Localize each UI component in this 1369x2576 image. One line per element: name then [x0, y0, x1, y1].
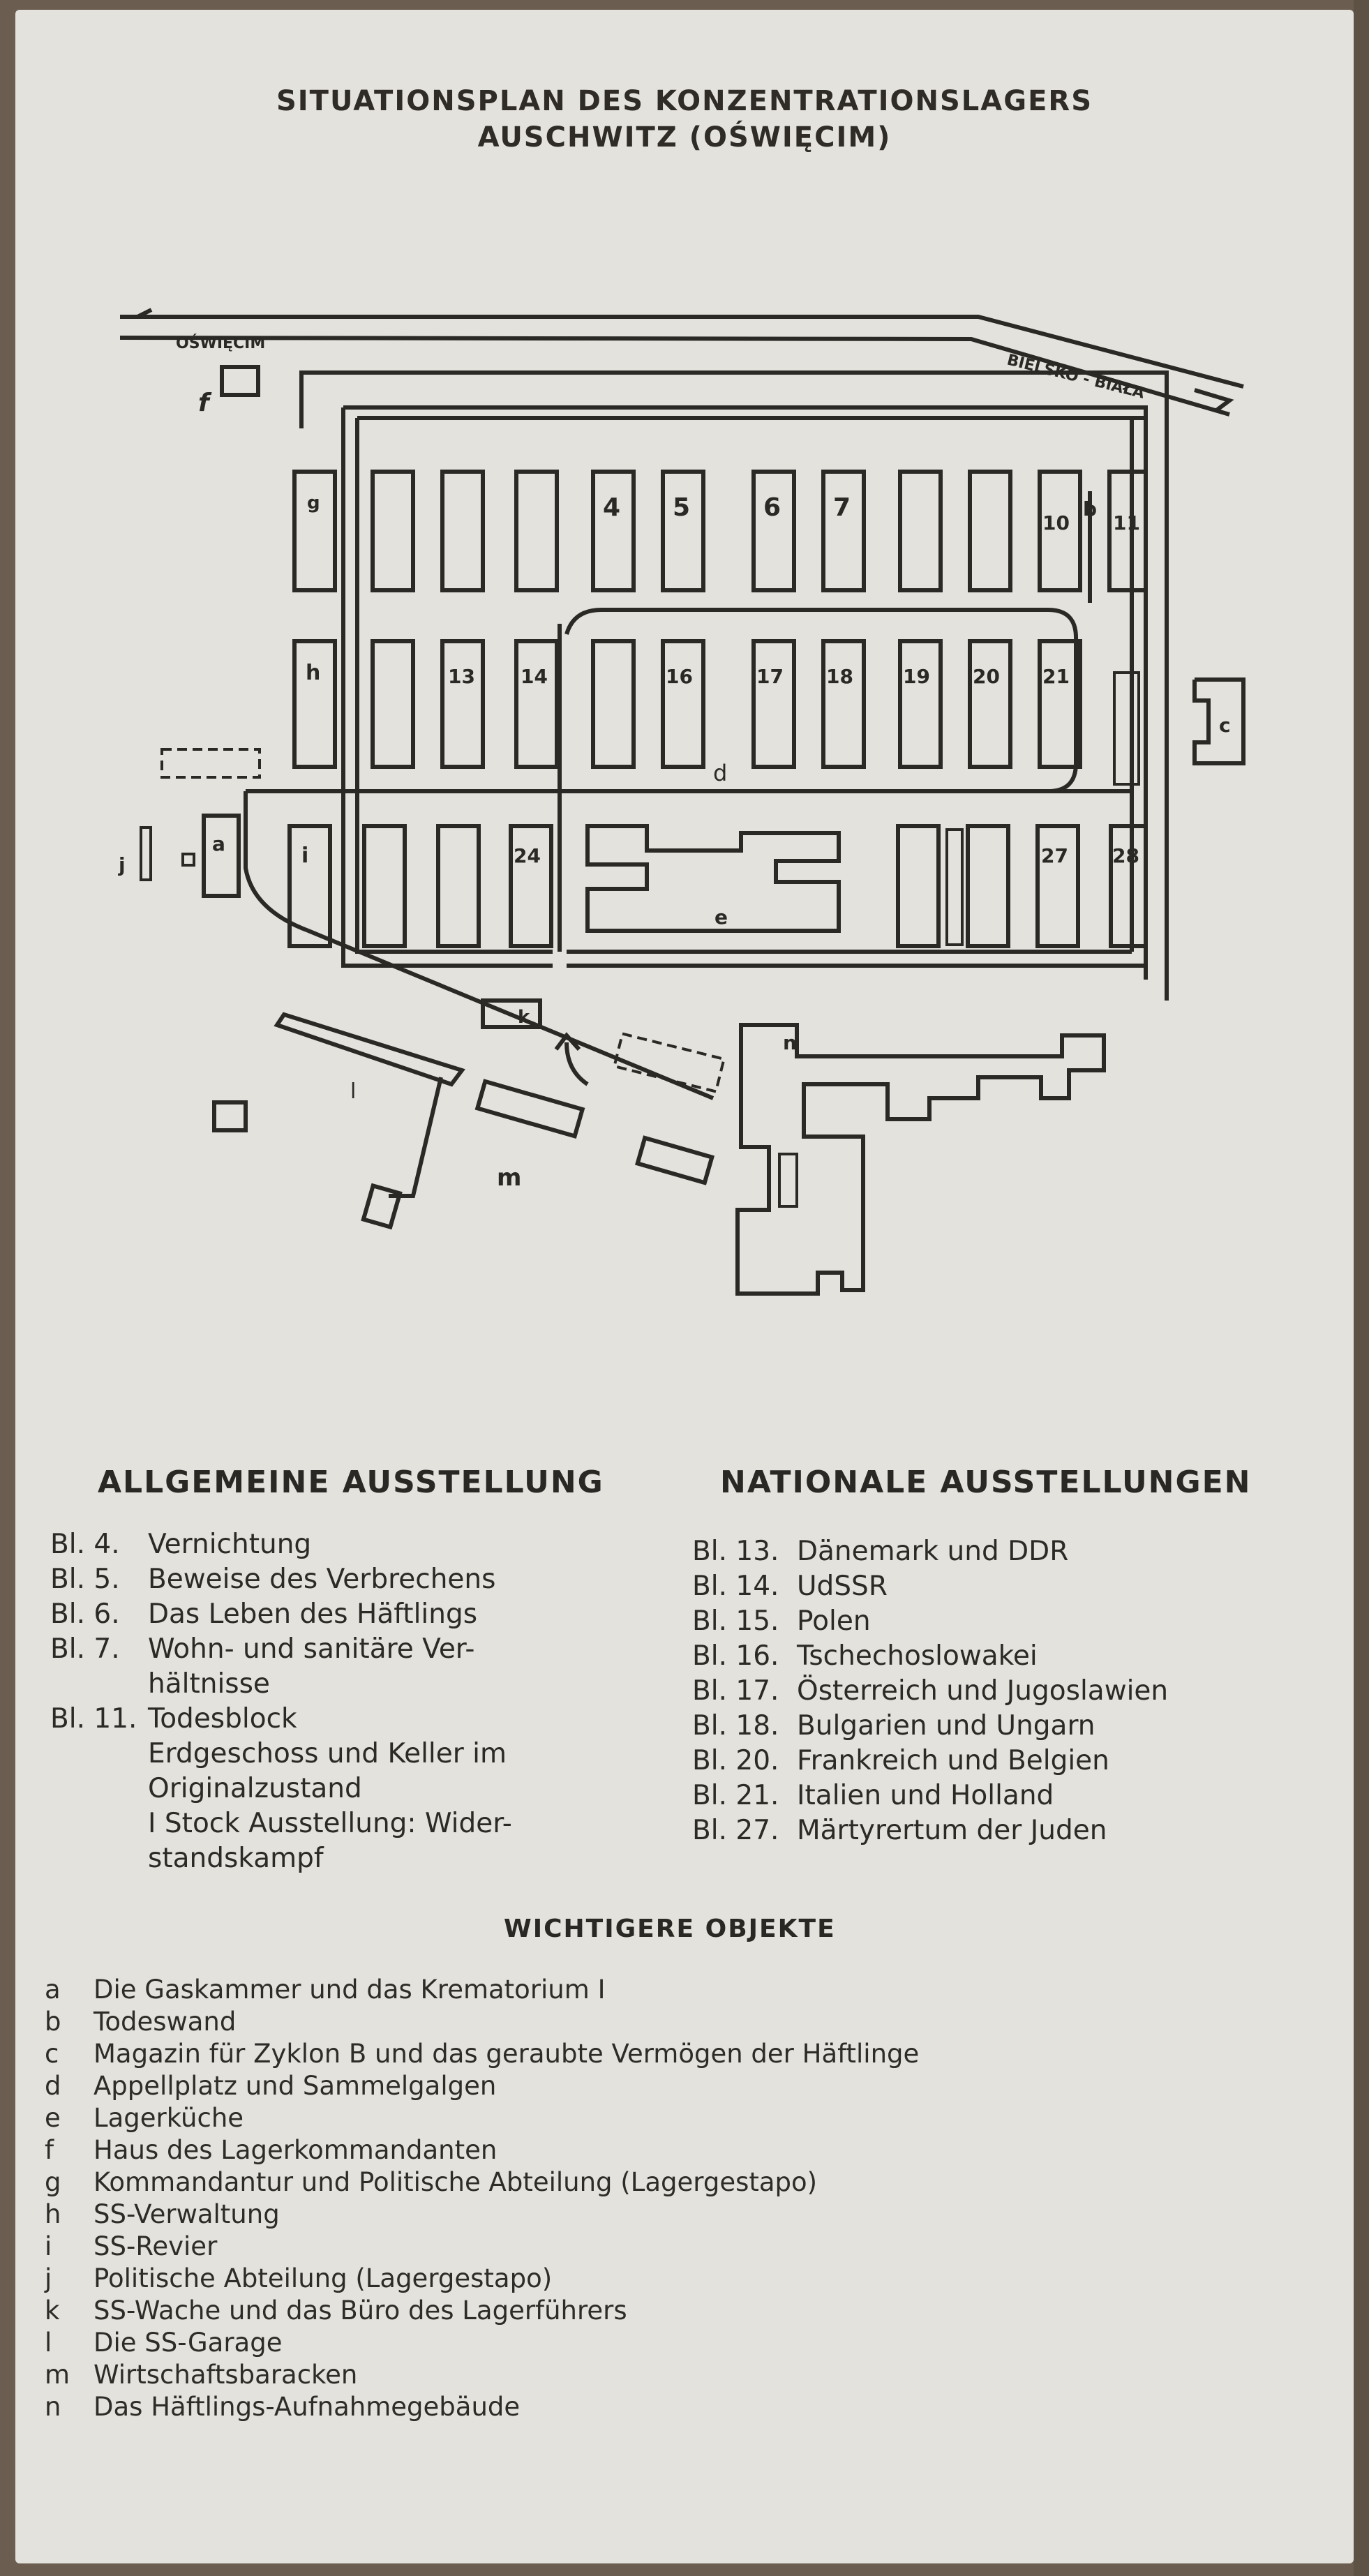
block-h [294, 641, 335, 767]
block-19 [900, 641, 941, 767]
m-small-box [364, 1185, 400, 1227]
camp-map [15, 10, 1354, 1391]
label-19: 19 [903, 665, 930, 688]
road-east-label: BIELSKO - BIAŁA [1005, 351, 1146, 403]
list-item: c Magazin für Zyklon B und das geraubte Vermögen der Häftlinge [45, 2039, 920, 2069]
block-top-9 [900, 472, 941, 590]
n-inner [779, 1154, 797, 1206]
list-item: Bl. 14. UdSSR [692, 1571, 888, 1602]
block-i [290, 826, 330, 946]
block-top-2 [373, 472, 413, 590]
label-24: 24 [514, 844, 541, 867]
list-item: Bl. 16. Tschechoslowakei [692, 1640, 1038, 1672]
block-6 [754, 472, 794, 590]
list-item: l Die SS-Garage [45, 2328, 283, 2358]
label-5: 5 [673, 493, 691, 522]
intake-building-n [738, 1025, 1104, 1294]
list-item-cont: standskampf [148, 1843, 324, 1874]
list-item: f Haus des Lagerkommandanten [45, 2135, 498, 2165]
label-b: b [1083, 497, 1098, 521]
label-20: 20 [973, 665, 1000, 688]
block-18 [823, 641, 864, 767]
label-14: 14 [521, 665, 548, 688]
block-bot-3 [438, 826, 479, 946]
national-heading: NATIONALE AUSSTELLUNGEN [720, 1465, 1252, 1500]
list-item: n Das Häftlings-Aufnahmegebäude [45, 2392, 521, 2422]
label-a: a [212, 832, 225, 855]
block-4 [593, 472, 634, 590]
label-i: i [301, 844, 309, 868]
block-bot-6 [898, 826, 938, 946]
list-item-cont: I Stock Ausstellung: Wider- [148, 1808, 512, 1839]
list-item: Bl. 15. Polen [692, 1605, 871, 1637]
kitchen-e [588, 826, 839, 931]
list-item: e Lagerküche [45, 2103, 244, 2133]
small-box [183, 854, 194, 865]
list-item: m Wirtschaftsbaracken [45, 2360, 358, 2390]
background-edge [1354, 0, 1369, 2576]
list-item: i SS-Revier [45, 2231, 218, 2261]
block-bot-8 [968, 826, 1008, 946]
block-j [141, 828, 151, 880]
label-m: m [497, 1164, 522, 1192]
list-item: Bl. 21. Italien und Holland [692, 1780, 1054, 1811]
label-27: 27 [1041, 844, 1068, 867]
m-building-1 [477, 1081, 582, 1136]
list-item: g Kommandantur und Politische Abteilung (Lagergestapo) [45, 2167, 818, 2197]
dashed-building-west [162, 749, 260, 777]
list-item: j Politische Abteilung (Lagergestapo) [45, 2263, 553, 2293]
label-4: 4 [603, 493, 621, 522]
block-top-10 [970, 472, 1010, 590]
block-20 [970, 641, 1010, 767]
label-6: 6 [763, 493, 781, 522]
list-item-cont: Erdgeschoss und Keller im [148, 1738, 507, 1769]
list-item: Bl. 13. Dänemark und DDR [692, 1536, 1069, 1567]
block-top-3 [442, 472, 483, 590]
list-item-cont: Originalzustand [148, 1773, 362, 1804]
list-item: Bl. 7. Wohn- und sanitäre Ver- [50, 1633, 475, 1665]
block-bot-7 [947, 830, 962, 945]
label-28: 28 [1112, 844, 1139, 867]
block-17 [754, 641, 794, 767]
m-building-2 [638, 1138, 712, 1183]
list-item: Bl. 17. Österreich und Jugoslawien [692, 1675, 1169, 1707]
list-item: Bl. 20. Frankreich und Belgien [692, 1745, 1109, 1776]
camp-fence-north [343, 407, 1146, 980]
house-f [222, 367, 258, 395]
list-item: b Todeswand [45, 2007, 237, 2037]
objects-heading: WICHTIGERE OBJEKTE [504, 1915, 836, 1943]
list-item: Bl. 18. Bulgarien und Ungarn [692, 1710, 1095, 1742]
garage-l [277, 1014, 462, 1084]
list-item: Bl. 11. Todesblock [50, 1703, 297, 1735]
garage-l-wing [389, 1077, 441, 1196]
label-n: n [783, 1031, 797, 1054]
block-a [204, 816, 239, 896]
label-16: 16 [666, 665, 693, 688]
list-item: k SS-Wache und das Büro des Lagerführers [45, 2296, 627, 2326]
label-11: 11 [1113, 511, 1140, 534]
label-f: f [198, 389, 209, 417]
block-mid-5 [593, 641, 634, 767]
block-bot-2 [364, 826, 405, 946]
label-l: l [350, 1079, 357, 1104]
block-5 [663, 472, 703, 590]
list-item: a Die Gaskammer und das Krematorium I [45, 1975, 606, 2005]
leaflet-sheet [15, 10, 1354, 2563]
title-line-1: SITUATIONSPLAN DES KONZENTRATIONSLAGERS [276, 85, 1093, 117]
label-13: 13 [448, 665, 475, 688]
label-j: j [119, 853, 126, 876]
list-item: Bl. 5. Beweise des Verbrechens [50, 1564, 496, 1595]
list-item: h SS-Verwaltung [45, 2199, 280, 2229]
label-21: 21 [1042, 665, 1070, 688]
general-heading: ALLGEMEINE AUSSTELLUNG [98, 1465, 604, 1500]
block-mid-2 [373, 641, 413, 767]
road-west-label: OŚWIĘCIM [176, 335, 266, 352]
list-item-cont: hältnisse [148, 1668, 270, 1700]
list-item: d Appellplatz und Sammelgalgen [45, 2071, 497, 2101]
label-17: 17 [756, 665, 784, 688]
small-building [214, 1102, 246, 1130]
label-c: c [1219, 714, 1231, 737]
label-18: 18 [826, 665, 853, 688]
label-k: k [518, 1007, 530, 1028]
list-item: Bl. 4. Vernichtung [50, 1529, 312, 1560]
label-7: 7 [833, 493, 851, 522]
label-10: 10 [1042, 511, 1070, 534]
block-16 [663, 641, 703, 767]
block-mid-12 [1114, 673, 1139, 784]
title-line-2: AUSCHWITZ (OŚWIĘCIM) [477, 121, 892, 153]
label-h: h [306, 661, 321, 685]
block-top-4 [516, 472, 557, 590]
block-13 [442, 641, 483, 767]
block-g [294, 472, 335, 590]
label-d: d [713, 760, 728, 786]
block-14 [516, 641, 557, 767]
list-item: Bl. 27. Märtyrertum der Juden [692, 1815, 1107, 1846]
list-item: Bl. 6. Das Leben des Häftlings [50, 1598, 478, 1630]
road-arrow-west [137, 310, 155, 317]
block-7 [823, 472, 864, 590]
label-e: e [715, 906, 728, 929]
label-g: g [307, 493, 320, 514]
